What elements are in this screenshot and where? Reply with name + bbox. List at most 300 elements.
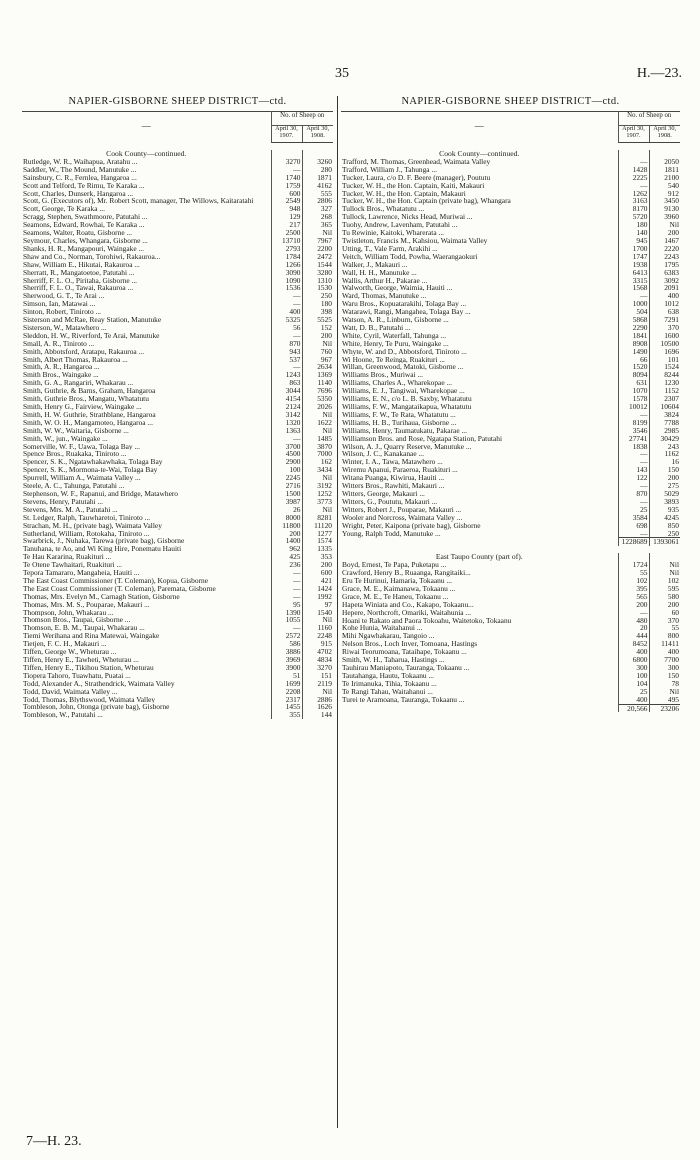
sheep-1907-cell: 3584: [618, 514, 649, 522]
table-row: [22, 253, 333, 261]
sheep-1908-cell: 580: [649, 593, 680, 601]
owner-cell: Tombleson, John, Otonga (private bag), Gisborne: [23, 703, 170, 712]
table-row: [22, 166, 333, 174]
owner-cell: Wilson, J. C., Kanakanae ...: [342, 450, 425, 459]
owner-cell: Smith, G. A., Rangariri, Whakarau ...: [23, 379, 134, 388]
right-table-body: [341, 143, 680, 713]
owner-cell: Thompson, John, Whakarau ...: [23, 608, 114, 617]
table-row: [341, 340, 680, 348]
table-row: [341, 387, 680, 395]
table-row: [22, 174, 333, 182]
sheep-1908-cell: 915: [302, 640, 333, 648]
sheep-1908-cell: 1540: [302, 609, 333, 617]
sheep-1908-cell: 1992: [302, 593, 333, 601]
sheep-1907-cell: —: [271, 292, 302, 300]
sheep-1907-cell: 8170: [618, 205, 649, 213]
sheep-1908-cell: 11120: [302, 522, 333, 530]
table-row: [341, 561, 680, 569]
owner-cell: Twistleton, Francis M., Kahsiou, Waimata Valley: [342, 236, 488, 245]
sheep-1907-cell: —: [271, 332, 302, 340]
sheep-1907-cell: 1266: [271, 261, 302, 269]
sheep-1907-cell: 1700: [618, 245, 649, 253]
owner-cell: Smith, Guthrie, & Barns, Graham, Hangaroa: [23, 387, 156, 396]
table-row: [22, 197, 333, 205]
sheep-1908-cell: 2119: [302, 680, 333, 688]
sheep-1908-cell: 150: [649, 672, 680, 680]
table-row: [22, 522, 333, 530]
table-row: [341, 324, 680, 332]
sheep-1908-cell: 97: [302, 601, 333, 609]
sheep-1908-cell: 151: [302, 672, 333, 680]
owner-cell: Tautahanga, Hautu, Tokaanu ...: [342, 671, 435, 680]
sheep-1908-cell: 800: [649, 632, 680, 640]
sheep-1908-cell: 1152: [649, 387, 680, 395]
sheep-1907-cell: 3044: [271, 387, 302, 395]
sheep-1907-cell: 1740: [271, 174, 302, 182]
table-row: [341, 648, 680, 656]
sheep-1908-cell: 200: [649, 229, 680, 237]
owner-cell: Grace, M. E., Kaimanawa, Tokaanu ...: [342, 584, 456, 593]
owner-cell: Trafford, M. Thomas, Greenhead, Waimata Valley: [342, 157, 491, 166]
table-row: [22, 316, 333, 324]
owner-cell: Tiffen, Henry E., Tikihou Station, Wheturau: [23, 663, 154, 672]
sheep-1907-cell: 8094: [618, 371, 649, 379]
sheep-1907-cell: 355: [271, 711, 302, 719]
owner-cell: The East Coast Commissioner (T. Coleman), Paremata, Gisborne: [23, 584, 216, 593]
owner-cell: Tiopera Tahoro, Tuawhatu, Puatai ...: [23, 671, 131, 680]
owner-cell: Shanks, H. R., Mangapouri, Waingake ...: [23, 244, 144, 253]
owner-cell: Hapeta Winiata and Co., Kakapo, Tokaanu...: [342, 600, 474, 609]
sheep-1908-cell: 162: [302, 458, 333, 466]
table-row: [22, 379, 333, 387]
sheep-1908-cell: Nil: [649, 688, 680, 696]
owner-cell: Scott, Charles, Dunserk, Hangaroa ...: [23, 189, 134, 198]
table-row: [22, 593, 333, 601]
sheep-1907-cell: 870: [271, 340, 302, 348]
table-row: [22, 348, 333, 356]
table-row: [22, 237, 333, 245]
report-reference: H.—23.: [636, 66, 682, 81]
sheep-1907-cell: —: [618, 530, 649, 538]
sheep-1908-cell: 1524: [649, 363, 680, 371]
sheep-1907-cell: 11800: [271, 522, 302, 530]
sheep-1907-cell: 698: [618, 522, 649, 530]
owner-cell: Seymour, Charles, Whangara, Gisborne ...: [23, 236, 148, 245]
sheep-1908-cell: 1277: [302, 530, 333, 538]
table-row: [22, 332, 333, 340]
sheep-1907-cell: 3315: [618, 277, 649, 285]
sheep-1908-cell: 1485: [302, 435, 333, 443]
table-row: [341, 672, 680, 680]
sheep-1908-cell: 2100: [649, 174, 680, 182]
sheep-1907-cell: 3969: [271, 656, 302, 664]
total-row: [341, 704, 680, 712]
sheep-1907-cell: 6800: [618, 656, 649, 664]
table-row: [341, 640, 680, 648]
owner-cell: Smith, Albert Thomas, Rakauroa ...: [23, 355, 128, 364]
sheep-1907-cell: 180: [618, 221, 649, 229]
table-row: [22, 387, 333, 395]
sheep-1908-cell: 4162: [302, 182, 333, 190]
owner-cell: Eru Te Hurinui, Hamaria, Tokaanu ...: [342, 577, 452, 585]
sheep-1908-cell: 1795: [649, 261, 680, 269]
sheep-1908-cell: Nil: [302, 616, 333, 624]
no-of-sheep-header: No. of Sheep on: [271, 112, 333, 126]
table-row: [341, 458, 680, 466]
sheep-1908-cell: 1393061: [649, 538, 680, 546]
sheep-1907-cell: 2716: [271, 482, 302, 490]
owner-cell: Tepora Tamararo, Mangaheia, Hauiti ...: [23, 569, 140, 577]
table-row: [22, 474, 333, 482]
sheep-1907-cell: 1320: [271, 419, 302, 427]
sheep-1907-cell: 20,566: [618, 704, 649, 712]
owner-column-header: —: [341, 112, 618, 143]
table-row: [22, 443, 333, 451]
sheep-1907-cell: 129: [271, 213, 302, 221]
owner-cell: Smith, W. O. H., Mangamoteo, Hangaroa ...: [23, 418, 153, 427]
sheep-1908-cell: 935: [649, 506, 680, 514]
owner-cell: Te Otene Tawhaitari, Ruakituri ...: [23, 561, 122, 570]
owner-cell: Saddler, W., The Mound, Manutuke ...: [23, 165, 137, 174]
sheep-1908-cell: 600: [302, 569, 333, 577]
sheep-1907-cell: —: [618, 182, 649, 190]
owner-cell: Thomson, E. B. M., Taupai, Whakarau ...: [23, 624, 145, 633]
table-row: [341, 514, 680, 522]
sheep-1907-cell: 1699: [271, 680, 302, 688]
owner-cell: Walworth, George, Waimia, Hauiti ...: [342, 284, 453, 293]
owner-cell: Witters, Robert J., Pouparae, Makauri ...: [342, 505, 462, 514]
owner-cell: Wiremu Apanui, Paraeroa, Ruakituri ...: [342, 466, 458, 475]
sheep-1907-cell: 3163: [618, 197, 649, 205]
sheep-1908-cell: 2243: [649, 253, 680, 261]
sheep-1907-cell: 236: [271, 561, 302, 569]
sheep-1908-cell: 250: [302, 292, 333, 300]
sheep-1908-cell: 250: [649, 530, 680, 538]
table-row: [22, 205, 333, 213]
table-row: [341, 530, 680, 538]
table-row: [341, 292, 680, 300]
table-row: [22, 640, 333, 648]
table-row: [341, 585, 680, 593]
sheep-1908-cell: 912: [649, 190, 680, 198]
table-row: [341, 450, 680, 458]
sheep-1908-cell: 11411: [649, 640, 680, 648]
table-row: [22, 688, 333, 696]
sheep-1907-cell: 1759: [271, 182, 302, 190]
owner-cell: Shaw and Co., Norman, Torohiwi, Rakauroa...: [23, 252, 161, 261]
sheep-1907-cell: 1262: [618, 190, 649, 198]
sheep-1907-cell: 8000: [271, 514, 302, 522]
sheep-1908-cell: 16: [649, 458, 680, 466]
owner-cell: Williams, E. J., Tangiwai, Wharekopae ...: [342, 387, 465, 396]
sheep-1908-cell: 1369: [302, 371, 333, 379]
table-row: [22, 577, 333, 585]
owner-cell: [341, 538, 618, 546]
sheep-1907-cell: 13710: [271, 237, 302, 245]
sheep-1908-cell: 1424: [302, 585, 333, 593]
sheep-1907-cell: 104: [618, 680, 649, 688]
sheep-1908-cell: Nil: [649, 561, 680, 569]
table-row: [22, 466, 333, 474]
owner-cell: Sherriff, F. L. O., Tawai, Rakauroa ...: [23, 284, 134, 293]
owner-cell: Tombleson, W., Patutahi ...: [23, 711, 103, 720]
table-row: [22, 498, 333, 506]
table-row: [341, 371, 680, 379]
sheep-1908-cell: 398: [302, 308, 333, 316]
sheep-1908-cell: 200: [302, 561, 333, 569]
table-row: [341, 577, 680, 585]
owner-cell: Boyd, Ernest, Te Papa, Puketapu ...: [342, 561, 447, 570]
table-row: [22, 458, 333, 466]
owner-cell: Somerville, W. F., Uawa, Tolaga Bay ...: [23, 442, 140, 451]
sheep-1908-cell: 7000: [302, 450, 333, 458]
sheep-1907-cell: 8452: [618, 640, 649, 648]
sheep-1907-cell: 600: [271, 190, 302, 198]
table-row: [341, 680, 680, 688]
owner-cell: Witters Bros., Rawhiti, Makauri ...: [342, 482, 445, 490]
sheep-1907-cell: 1400: [271, 537, 302, 545]
owner-cell: Watarawi, Rangi, Mangahea, Tolaga Bay ...: [342, 308, 471, 317]
sheep-1908-cell: 3870: [302, 443, 333, 451]
sheep-1908-cell: 7700: [649, 656, 680, 664]
sheep-1907-cell: 631: [618, 379, 649, 387]
sheep-1908-cell: 200: [649, 601, 680, 609]
owner-cell: Spencer, S. K., Mormona-te-Wai, Tolaga Bay: [23, 466, 158, 475]
table-row: [341, 356, 680, 364]
sheep-1907-cell: 20: [618, 624, 649, 632]
table-row: [22, 569, 333, 577]
sheep-1908-cell: 2200: [302, 245, 333, 253]
sheep-1907-cell: 1070: [618, 387, 649, 395]
sheep-1907-cell: 2793: [271, 245, 302, 253]
owner-cell: Sherwood, G. T., Te Arai ...: [23, 292, 105, 301]
table-row: [22, 616, 333, 624]
table-row: [22, 632, 333, 640]
owner-cell: Scott, G. (Executors of), Mr. Robert Scott, manager, The Willows, Kaitaratahi: [23, 197, 254, 206]
owner-cell: Riwai Teorumoana, Tataihape, Tokaanu ...: [342, 648, 467, 657]
owner-cell: Crawford, Henry B., Ruaanga, Rangitaiki...: [342, 569, 471, 578]
owner-cell: Thomas, Mrs. M. S., Pouparae, Makauri ...: [23, 600, 150, 609]
owner-cell: Stevens, Mrs. M. A., Patutahi ...: [23, 505, 118, 514]
sheep-1907-cell: 27741: [618, 435, 649, 443]
sheep-1907-cell: —: [618, 158, 649, 166]
owner-cell: Smith, Abbotsford, Aratapu, Rakauroa ...: [23, 347, 145, 356]
table-row: [341, 506, 680, 514]
owner-cell: Williams, F. W., Te Rata, Whatatutu ...: [342, 410, 456, 419]
owner-cell: Thomas, Mrs. Evelyn M., Carnagh Station, Gisborne: [23, 592, 180, 601]
sheep-1908-cell: 7788: [649, 419, 680, 427]
sheep-1907-cell: 400: [618, 696, 649, 704]
sheep-1907-cell: 400: [618, 648, 649, 656]
sheep-1907-cell: 3546: [618, 427, 649, 435]
table-row: [22, 490, 333, 498]
right-sheep-table: [341, 111, 680, 712]
owner-cell: Winter, I. A., Tawa, Matawhero ...: [342, 458, 443, 467]
owner-cell: Te Irimanuka, Tihia, Tokaanu ...: [342, 679, 437, 688]
table-row: [22, 292, 333, 300]
table-row: [341, 158, 680, 166]
owner-cell: Small, A. R., Tiniroto ...: [23, 339, 95, 348]
sheep-1908-cell: 4245: [649, 514, 680, 522]
owner-cell: Hepere, Northcroft, Omariki, Waitahunia ...: [342, 608, 471, 617]
sheep-1907-cell: 5868: [618, 316, 649, 324]
april-1907-header: April 30, 1907.: [271, 126, 302, 143]
owner-cell: Hoani te Rakato and Paora Tokoahu, Waitetoko, Tokaanu: [342, 616, 512, 625]
sheep-1908-cell: 280: [302, 166, 333, 174]
owner-cell: Sisterson, W., Matawhero ...: [23, 323, 107, 332]
sheep-1908-cell: 3893: [649, 498, 680, 506]
sheep-1908-cell: 55: [649, 624, 680, 632]
right-column-title: NAPIER-GISBORNE SHEEP DISTRICT—ctd.: [401, 96, 620, 107]
table-row: [22, 648, 333, 656]
sheep-1907-cell: 1363: [271, 427, 302, 435]
owner-cell: Scragg, Stephen, Swathmoore, Patutahi ...: [23, 213, 148, 222]
owner-cell: Tanuhana, te Ao, and Wi King Hire, Ponematu Hauiti: [23, 545, 182, 554]
sheep-1907-cell: 3900: [271, 664, 302, 672]
owner-cell: Todd, Alexander A., Strathendrick, Waimata Valley: [23, 679, 175, 688]
table-row: [341, 427, 680, 435]
table-row: [22, 609, 333, 617]
owner-cell: St. Ledger, Ralph, Tauwharetoi, Tiniroto ...: [23, 513, 151, 522]
sheep-1908-cell: 1530: [302, 284, 333, 292]
owner-cell: Scott, George, Te Karaka ...: [23, 205, 105, 214]
sheep-1907-cell: —: [271, 593, 302, 601]
table-row: [22, 450, 333, 458]
sheep-1908-cell: 180: [302, 300, 333, 308]
owner-cell: Tucker, W. H., the Hon. Captain, Kaiti, Makauri: [342, 181, 485, 190]
owner-cell: Tucker, W. H., the Hon. Captain (private bag), Whangara: [342, 197, 511, 206]
table-row: [22, 537, 333, 545]
owner-cell: Watt, D. B., Patutahi ...: [342, 323, 411, 332]
owner-cell: Tullock, Lawrence, Nicks Head, Muriwai ...: [342, 213, 473, 222]
sheep-1907-cell: 870: [618, 490, 649, 498]
owner-cell: Williams, F. W., Mangataikapua, Whatatutu: [342, 403, 472, 411]
owner-cell: Sutherland, William, Rotokaha, Tiniroto ...: [23, 529, 150, 538]
table-row: [22, 514, 333, 522]
sheep-1908-cell: 3260: [302, 158, 333, 166]
sheep-1907-cell: —: [271, 577, 302, 585]
sheep-1908-cell: 370: [649, 617, 680, 625]
sheep-1908-cell: 400: [649, 292, 680, 300]
owner-cell: Simson, Ian, Matawai ...: [23, 300, 96, 309]
table-row: [22, 711, 333, 719]
table-row: [341, 269, 680, 277]
owner-cell: Whyte, W. and D., Abbotsford, Tiniroto ...: [342, 347, 467, 356]
sheep-1908-cell: 1626: [302, 703, 333, 711]
sheep-1907-cell: 863: [271, 379, 302, 387]
sheep-1907-cell: 8199: [618, 419, 649, 427]
sheep-1908-cell: 365: [302, 221, 333, 229]
sheep-1908-cell: 1252: [302, 490, 333, 498]
owner-cell: Tullock Bros., Whatatutu ...: [342, 205, 425, 214]
owner-cell: Trafford, William J., Tahunga ...: [342, 165, 437, 174]
sheep-1907-cell: —: [271, 624, 302, 632]
sheep-1907-cell: 200: [271, 530, 302, 538]
left-column-title: NAPIER-GISBORNE SHEEP DISTRICT—ctd.: [68, 96, 287, 107]
april-1907-header: April 30, 1907.: [618, 126, 649, 143]
owner-cell: Wooler and Norcross, Waimata Valley ...: [342, 513, 463, 522]
owner-column-header: —: [22, 112, 271, 143]
sheep-1907-cell: 2208: [271, 688, 302, 696]
sheep-1907-cell: 1724: [618, 561, 649, 569]
sheep-1907-cell: 122: [618, 474, 649, 482]
table-row: [341, 498, 680, 506]
owner-cell: Shaw, William E., Hikutai, Rakauroa ...: [23, 260, 140, 269]
table-row: [341, 237, 680, 245]
table-row: [22, 585, 333, 593]
table-row: [341, 482, 680, 490]
table-row: [341, 190, 680, 198]
table-row: [341, 261, 680, 269]
sheep-1907-cell: 537: [271, 356, 302, 364]
sheep-1907-cell: —: [618, 498, 649, 506]
sheep-1907-cell: —: [618, 609, 649, 617]
sheep-1907-cell: 2900: [271, 458, 302, 466]
table-row: [341, 221, 680, 229]
sheep-1908-cell: 275: [649, 482, 680, 490]
table-row: [341, 688, 680, 696]
sheep-1907-cell: 1055: [271, 616, 302, 624]
owner-cell: Ward, Thomas, Manutuke ...: [342, 292, 427, 301]
owner-cell: Witana Puanga, Kiwirua, Hauiti ...: [342, 474, 445, 483]
sheep-1907-cell: 25: [618, 688, 649, 696]
owner-cell: Swarbrick, J., Nuhaka, Tarewa (private bag), Gisborne: [23, 537, 185, 546]
table-row: [341, 490, 680, 498]
sheep-1907-cell: 1536: [271, 284, 302, 292]
sheep-1907-cell: 1520: [618, 363, 649, 371]
table-row: [22, 530, 333, 538]
sheep-1907-cell: 586: [271, 640, 302, 648]
sheep-1908-cell: 9130: [649, 205, 680, 213]
sheep-1907-cell: 1428: [618, 166, 649, 174]
owner-cell: Turei te Aramoana, Tauranga, Tokaanu ...: [342, 695, 465, 704]
table-row: [22, 158, 333, 166]
sheep-1907-cell: 100: [271, 466, 302, 474]
sheep-1907-cell: 943: [271, 348, 302, 356]
owner-cell: Todd, David, Waimata Valley ...: [23, 687, 118, 696]
sheep-1908-cell: 2307: [649, 395, 680, 403]
table-row: [341, 395, 680, 403]
owner-cell: Williams, Charles A., Wharekopae ...: [342, 379, 452, 388]
owner-cell: Nelson Bros., Loch Inver, Tomoana, Hastings: [342, 640, 478, 649]
sheep-1908-cell: 967: [302, 356, 333, 364]
sheep-1907-cell: 1784: [271, 253, 302, 261]
section-heading: Cook County—continued.: [439, 150, 520, 158]
sheep-1908-cell: 3280: [302, 269, 333, 277]
april-1908-header: April 30, 1908.: [649, 126, 680, 143]
page-footer: 7—H. 23.: [26, 1134, 82, 1149]
sheep-1907-cell: 1000: [618, 300, 649, 308]
sheep-1907-cell: 102: [618, 577, 649, 585]
owner-cell: Willan, Greenwood, Matoki, Gisborne ...: [342, 363, 464, 372]
table-row: [341, 601, 680, 609]
sheep-1908-cell: Nil: [302, 411, 333, 419]
table-row: [341, 569, 680, 577]
sheep-1908-cell: 2985: [649, 427, 680, 435]
sheep-1907-cell: 1228689: [618, 538, 649, 546]
sheep-1907-cell: 945: [618, 237, 649, 245]
sheep-1908-cell: 4834: [302, 656, 333, 664]
sheep-1908-cell: 4702: [302, 648, 333, 656]
sheep-1908-cell: 243: [649, 443, 680, 451]
sheep-1908-cell: 850: [649, 522, 680, 530]
sheep-1908-cell: 5029: [649, 490, 680, 498]
owner-cell: Veitch, William Todd, Powha, Waerangaokuri: [342, 252, 478, 261]
owner-cell: Tiemi Werihana and Rina Matewai, Waingake: [23, 632, 160, 641]
sheep-1908-cell: 1160: [302, 624, 333, 632]
owner-cell: Spencer, S. K., Ngatawhakawhaka, Tolaga Bay: [23, 458, 163, 467]
sheep-1908-cell: 1335: [302, 545, 333, 553]
